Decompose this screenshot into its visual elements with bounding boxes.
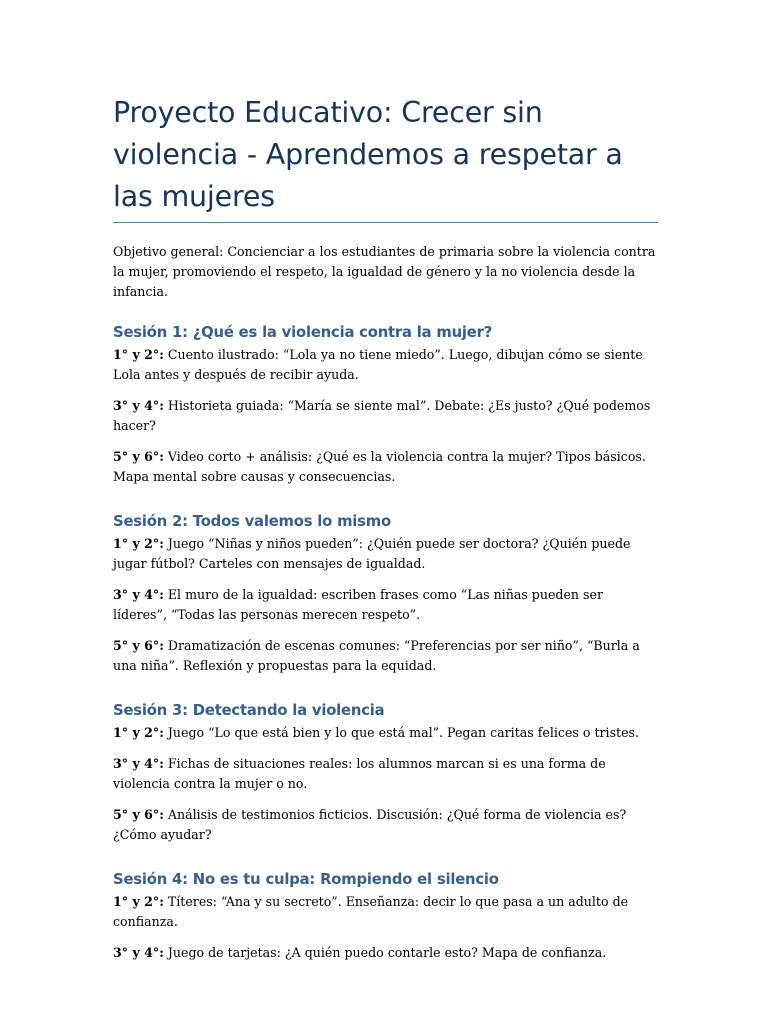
activity-item xyxy=(113,534,658,574)
activity-text: Juego de tarjetas: ¿A quién puedo contarle esto? Mapa de confianza. xyxy=(163,945,607,960)
activity-text: Títeres: “Ana y su secreto”. Enseñanza: decir lo que pasa a un adulto de confianza. xyxy=(113,894,629,929)
session-heading: Sesión 2: Todos valemos lo mismo xyxy=(113,513,391,530)
activity-item xyxy=(113,636,658,676)
grade-label: 5° y 6°: xyxy=(113,449,164,464)
activity-text: Video corto + análisis: ¿Qué es la violencia contra la mujer? Tipos básicos. Mapa mental sobre causas y consecuencias. xyxy=(113,449,646,484)
activity-item xyxy=(113,585,658,625)
activity-item xyxy=(113,754,658,794)
session-3 xyxy=(113,701,658,845)
activity-item xyxy=(113,943,658,963)
activity-text: Fichas de situaciones reales: los alumnos marcan si es una forma de violencia contra la mujer o no. xyxy=(113,756,606,791)
grade-label: 1° y 2°: xyxy=(113,536,164,551)
activity-item xyxy=(113,805,658,845)
activity-text: Cuento ilustrado: “Lola ya no tiene miedo”. Luego, dibujan cómo se siente Lola antes y después de recibir ayuda. xyxy=(113,347,643,382)
session-2 xyxy=(113,512,658,676)
session-heading: Sesión 4: No es tu culpa: Rompiendo el silencio xyxy=(113,871,499,888)
grade-label: 3° y 4°: xyxy=(113,756,164,771)
grade-label: 5° y 6°: xyxy=(113,807,164,822)
activity-text: Historieta guiada: “María se siente mal”. Debate: ¿Es justo? ¿Qué podemos hacer? xyxy=(113,398,651,433)
activity-item xyxy=(113,723,658,743)
document-title: Proyecto Educativo: Crecer sin violencia - Aprendemos a respetar a las mujeres xyxy=(113,92,658,223)
activity-text: Juego “Lo que está bien y lo que está mal”. Pegan caritas felices o tristes. xyxy=(163,725,640,740)
grade-label: 3° y 4°: xyxy=(113,945,164,960)
session-4 xyxy=(113,870,658,963)
grade-label: 5° y 6°: xyxy=(113,638,164,653)
activity-item xyxy=(113,447,658,487)
activity-item xyxy=(113,892,658,932)
grade-label: 1° y 2°: xyxy=(113,894,164,909)
activity-text: El muro de la igualdad: escriben frases como “Las niñas pueden ser líderes”, “Todas las personas merecen respeto”. xyxy=(113,587,603,622)
grade-label: 3° y 4°: xyxy=(113,587,164,602)
session-heading: Sesión 1: ¿Qué es la violencia contra la mujer? xyxy=(113,324,493,341)
activity-text: Juego “Niñas y niños pueden”: ¿Quién puede ser doctora? ¿Quién puede jugar fútbol? Carteles con mensajes de igualdad. xyxy=(113,536,631,571)
session-heading: Sesión 3: Detectando la violencia xyxy=(113,702,385,719)
session-1 xyxy=(113,323,658,487)
activity-text: Dramatización de escenas comunes: “Preferencias por ser niño”, “Burla a una niña”. Reflexión y propuestas para la equidad. xyxy=(113,638,640,673)
objective-paragraph: Objetivo general: Concienciar a los estudiantes de primaria sobre la violencia contra la mujer, promoviendo el respeto, la igualdad de género y la no violencia desde la infancia. xyxy=(113,244,656,299)
grade-label: 1° y 2°: xyxy=(113,725,164,740)
grade-label: 3° y 4°: xyxy=(113,398,164,413)
document-page xyxy=(113,92,658,963)
grade-label: 1° y 2°: xyxy=(113,347,164,362)
activity-item xyxy=(113,396,658,436)
activity-text: Análisis de testimonios ficticios. Discusión: ¿Qué forma de violencia es? ¿Cómo ayudar? xyxy=(113,807,627,842)
activity-item xyxy=(113,345,658,385)
